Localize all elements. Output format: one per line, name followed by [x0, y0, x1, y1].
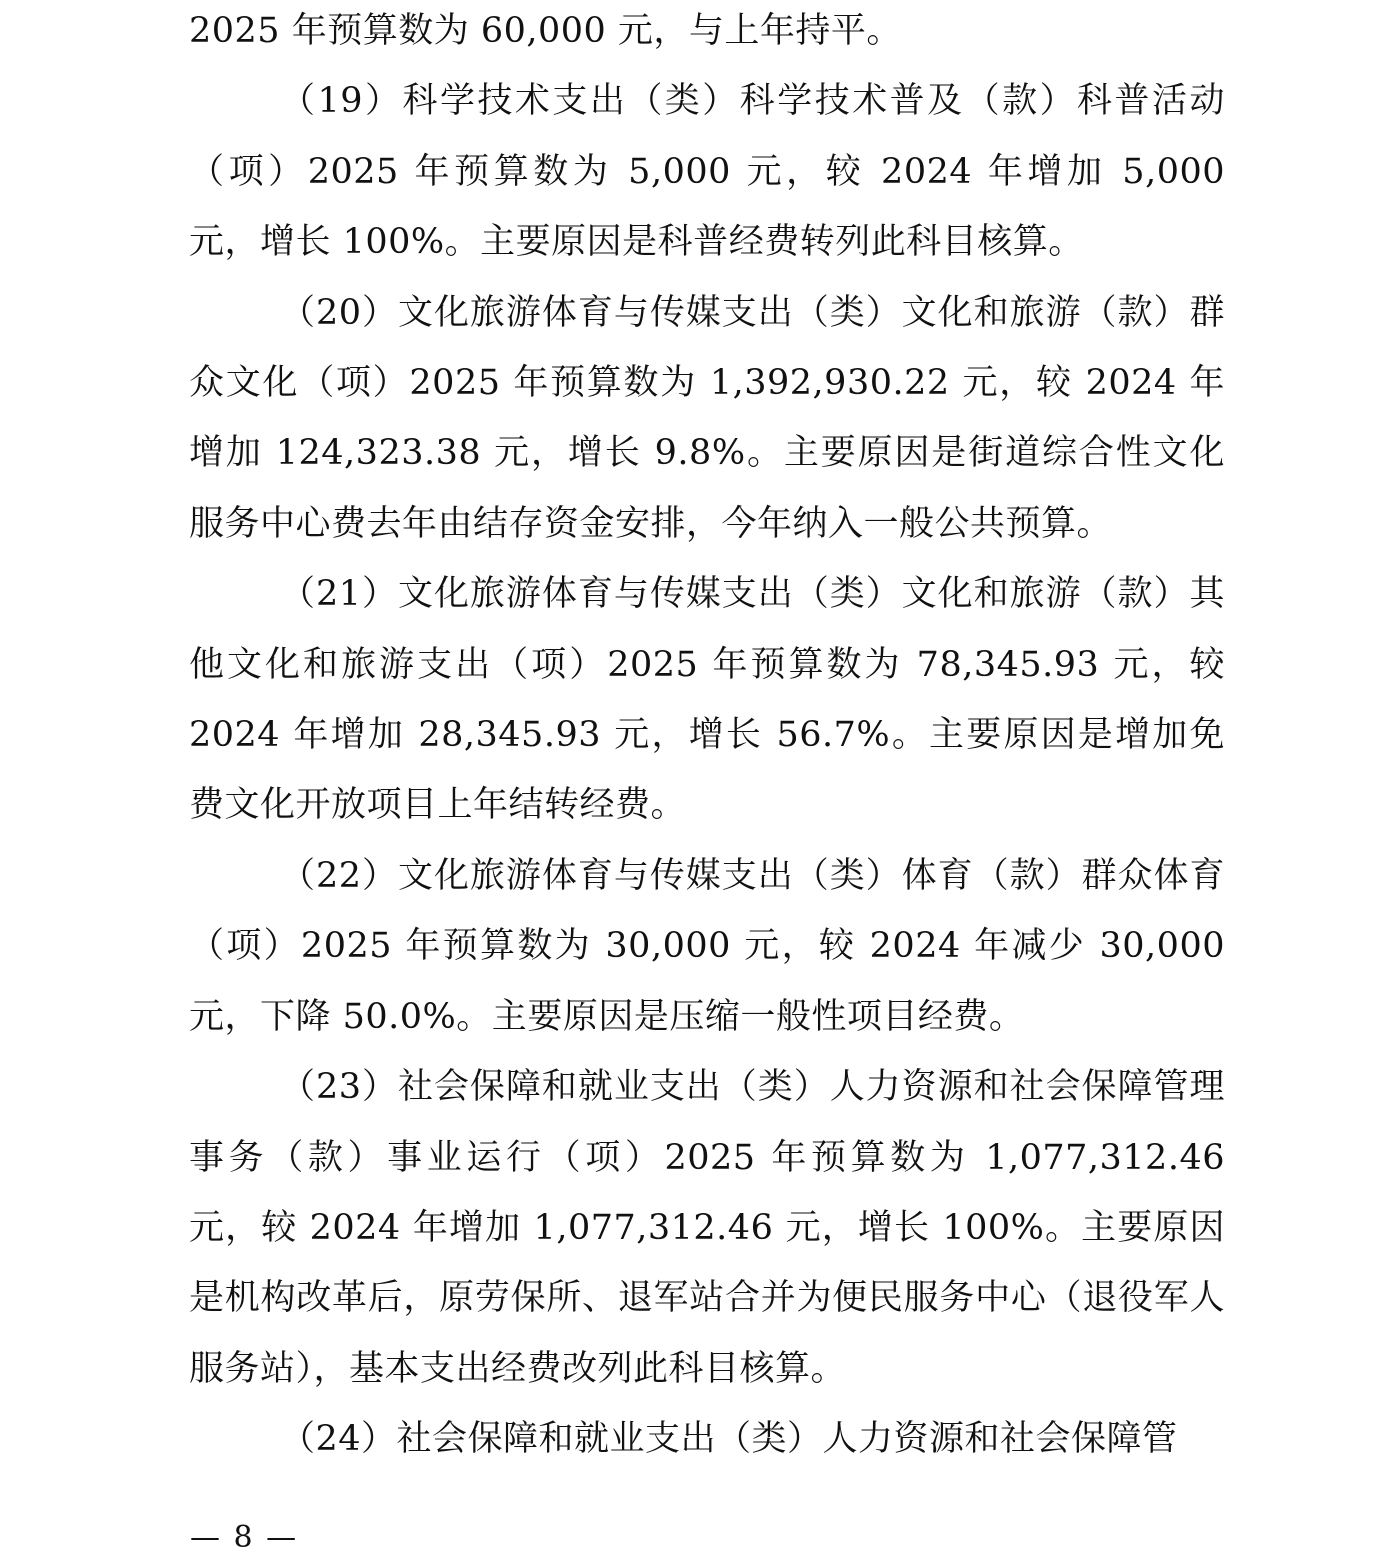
paragraph-continuation: 2025 年预算数为 60,000 元，与上年持平。: [189, 11, 902, 51]
paragraph-item-20: （20）文化旅游体育与传媒支出（类）文化和旅游（款）群众文化（项）2025 年预算数为 1,392,930.22 元，较 2024 年增加 124,323.38 元，增长 9.8%。主要原因是街道综合性文化服务中心费去年由结存资金安排，今年纳入一般公共预算。: [189, 292, 1225, 544]
paragraph-item-22: （22）文化旅游体育与传媒支出（类）体育（款）群众体育（项）2025 年预算数为 30,000 元，较 2024 年减少 30,000 元，下降 50.0%。主要原因是压缩一般性项目经费。: [189, 855, 1225, 1037]
paragraph-item-21: （21）文化旅游体育与传媒支出（类）文化和旅游（款）其他文化和旅游支出（项）2025 年预算数为 78,345.93 元，较 2024 年增加 28,345.93 元，增长 56.7%。主要原因是增加免费文化开放项目上年结转经费。: [189, 574, 1225, 826]
page-number: — 8 —: [190, 1520, 299, 1555]
paragraph-item-24: （24）社会保障和就业支出（类）人力资源和社会保障管: [280, 1419, 1178, 1460]
paragraph-item-19: （19）科学技术支出（类）科学技术普及（款）科普活动（项）2025 年预算数为 5,000 元，较 2024 年增加 5,000 元，增长 100%。主要原因是科普经费转列此科目核算。: [189, 81, 1225, 263]
paragraph-item-23: （23）社会保障和就业支出（类）人力资源和社会保障管理事务（款）事业运行（项）2025 年预算数为 1,077,312.46 元，较 2024 年增加 1,077,312.46 元，增长 100%。主要原因是机构改革后，原劳保所、退军站合并为便民服务中心（退役军人服务站），基本支出经费改列此科目核算。: [189, 1067, 1225, 1389]
body-text: [189, 0, 1225, 1475]
